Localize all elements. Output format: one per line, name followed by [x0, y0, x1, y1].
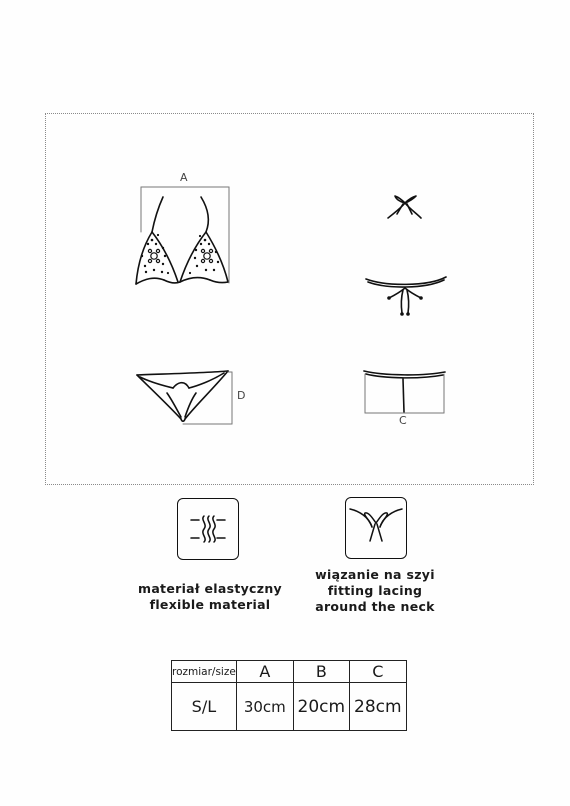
- feature-neck-caption: [300, 567, 450, 615]
- size-header-a: A: [236, 661, 293, 683]
- bra-back-illustration: [366, 196, 446, 313]
- bra-lace-dots: [141, 234, 219, 274]
- measurement-a: 30cm: [236, 683, 293, 731]
- thong-front-illustration: [137, 371, 228, 421]
- stretch-waves-icon: [177, 498, 239, 560]
- dimension-d-bracket: [183, 372, 232, 424]
- size-header-b: B: [293, 661, 349, 683]
- feature-neck-line-3: around the neck: [315, 599, 435, 614]
- size-value: S/L: [172, 683, 237, 731]
- size-table: [171, 660, 407, 731]
- feature-stretch-line-1: materiał elastyczny: [138, 581, 282, 596]
- feature-stretch-line-2: flexible material: [149, 597, 271, 612]
- size-table-header-row: [172, 661, 407, 683]
- dimension-c-label: C: [399, 414, 407, 427]
- bra-lace-pattern: [148, 249, 212, 262]
- measurement-c: 28cm: [349, 683, 406, 731]
- neck-tie-icon: [345, 497, 407, 559]
- feature-neck-line-2: fitting lacing: [327, 583, 423, 598]
- dimension-a-label: A: [180, 171, 188, 184]
- size-header-label: rozmiar/size: [172, 661, 237, 683]
- feature-neck-line-1: wiązanie na szyi: [315, 567, 435, 582]
- dimension-d-label: D: [237, 389, 246, 402]
- feature-stretch-caption: [130, 581, 290, 613]
- thong-back-illustration: [364, 371, 445, 412]
- size-header-c: C: [349, 661, 406, 683]
- table-row: [172, 683, 407, 731]
- measurement-b: 20cm: [293, 683, 349, 731]
